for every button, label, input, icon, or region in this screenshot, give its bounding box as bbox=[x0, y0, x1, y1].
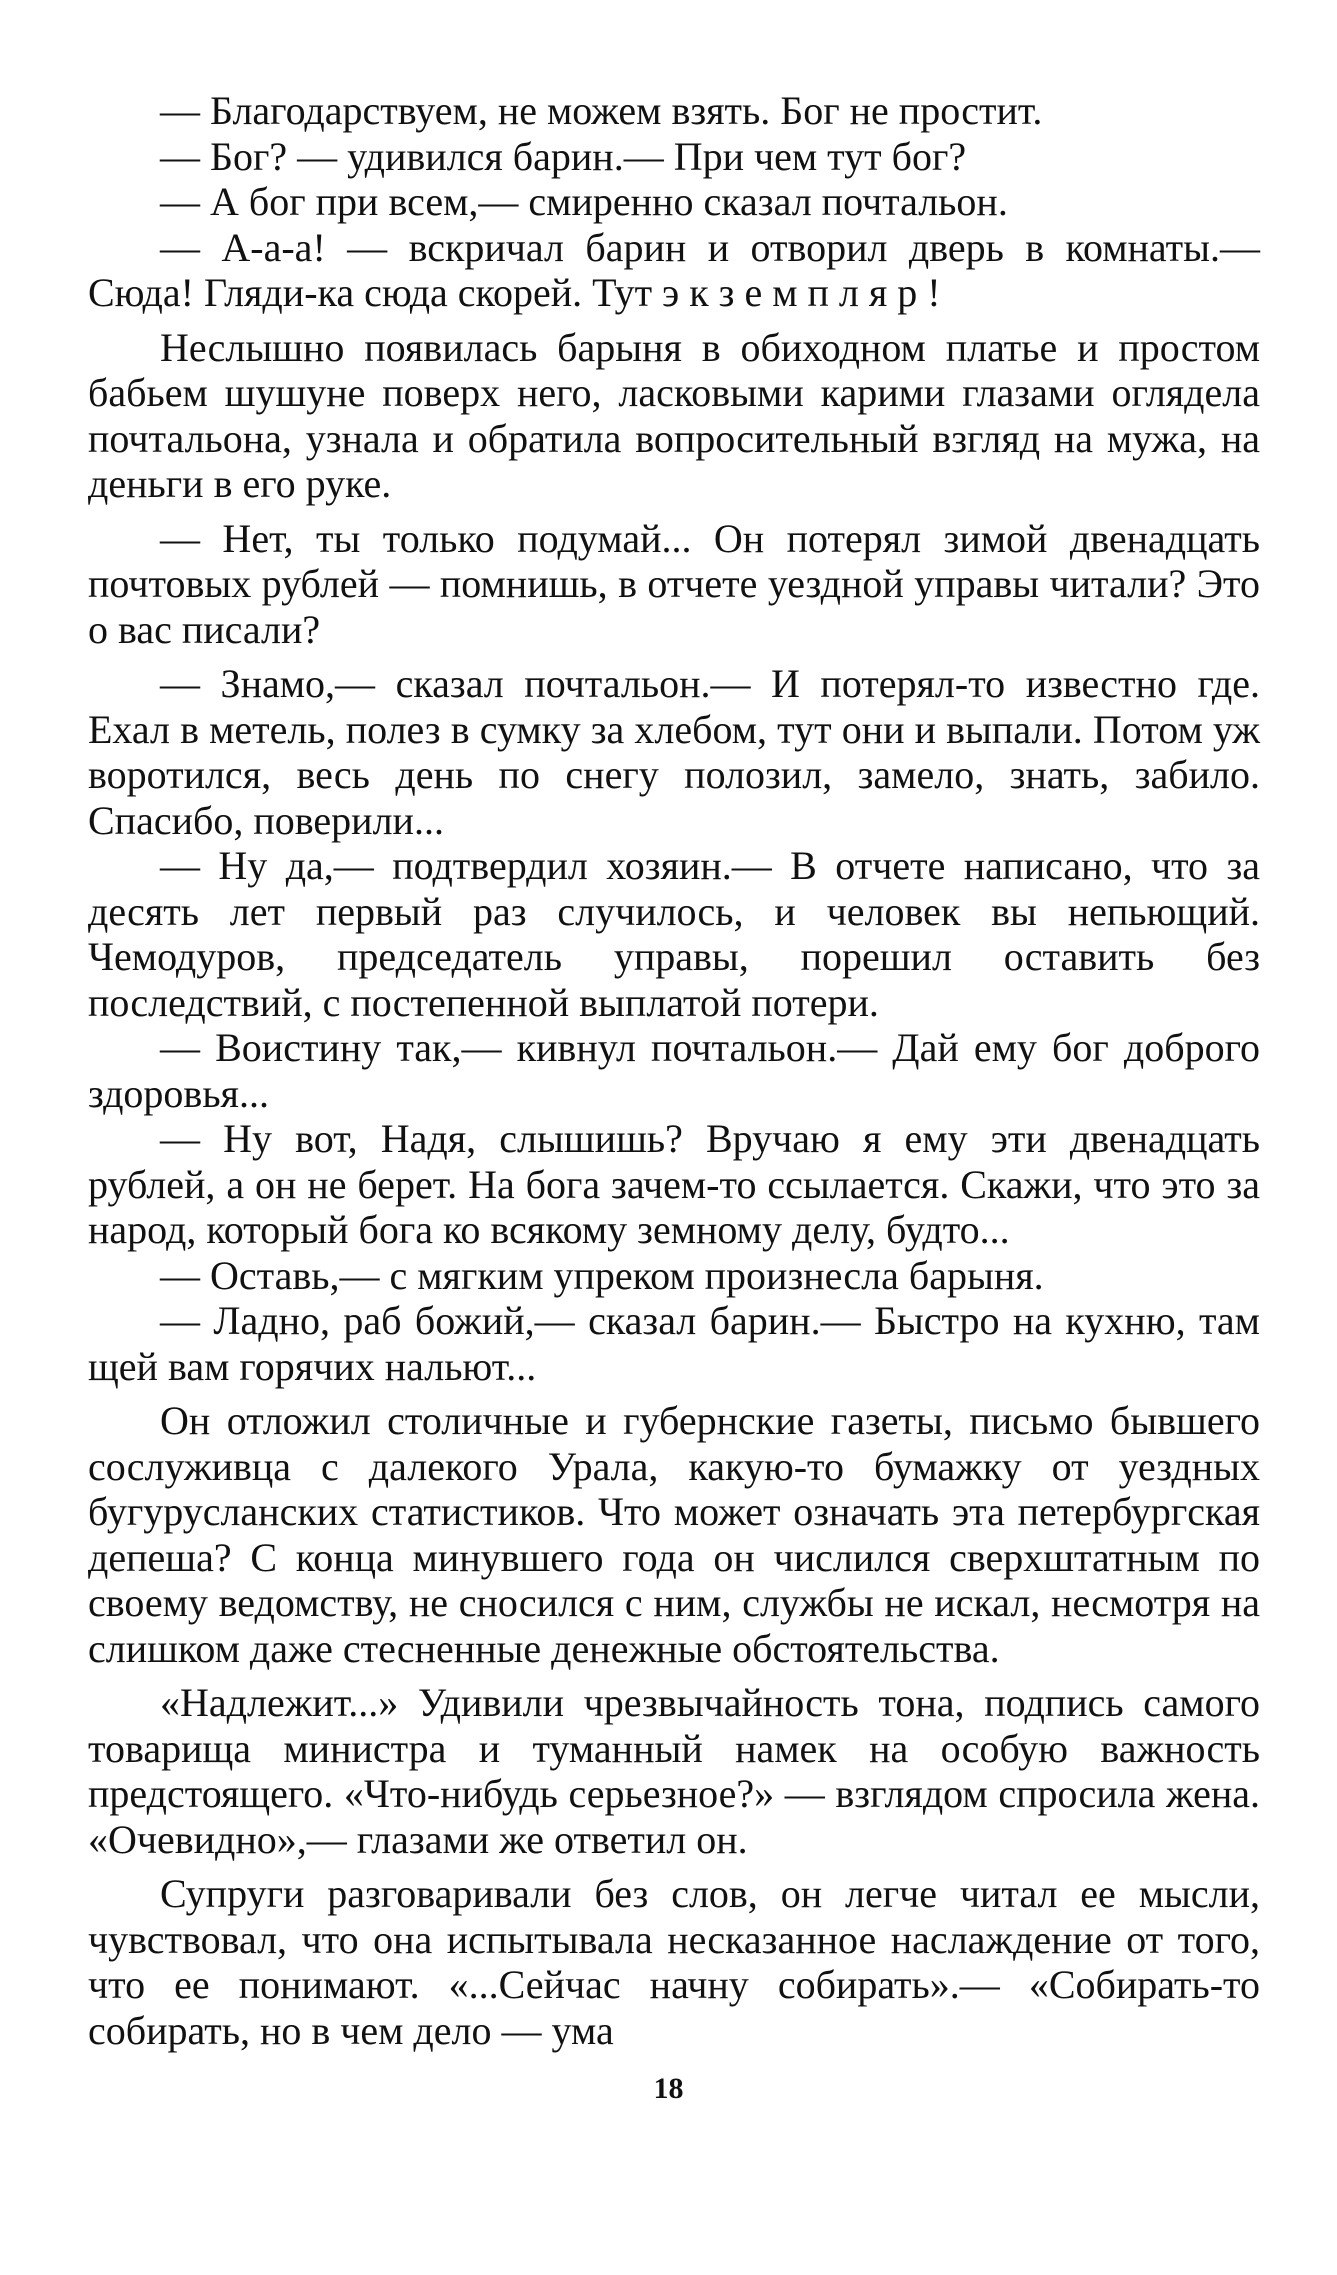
paragraph: — А бог при всем,— смиренно сказал почтальон. bbox=[160, 179, 1008, 224]
paragraph: — Ладно, раб божий,— сказал барин.— Быстро на кухню, там щей вам горячих нальют... bbox=[88, 1298, 1260, 1389]
paragraph: Неслышно появилась барыня в обиходном платье и простом бабьем шушуне поверх него, ласковыми карими глазами оглядела почтальона, узнала и обратила вопросительный взгляд на мужа, на деньги в его руке. bbox=[88, 324, 1260, 506]
paragraph: — Бог? — удивился барин.— При чем тут бог? bbox=[160, 133, 967, 179]
paragraph: — Знамо,— сказал почтальон.— И потерял-то известно где. Ехал в метель, полез в сумку за хлебом, тут они и выпали. Потом уж воротился, весь день по снегу полозил, замело, знать, забило. Спасибо, поверили... bbox=[88, 661, 1260, 843]
paragraph: — Ну да,— подтвердил хозяин.— В отчете написано, что за десять лет первый раз случилось, и человек вы непьющий. Чемодуров, председатель управы, порешил оставить без последствий, с постепенной выплатой потери. bbox=[88, 843, 1260, 1025]
body-text bbox=[88, 88, 1260, 2053]
paragraph: Он отложил столичные и губернские газеты, письмо бывшего сослуживца с далекого Урала, какую-то бумажку от уездных бугурусланских статистиков. Что может означать эта петербургская депеша? С конца минувшего года он числился сверхштатным по своему ведомству, не сносился с ним, службы не искал, несмотря на слишком даже стесненные денежные обстоятельства. bbox=[88, 1398, 1260, 1671]
paragraph: Супруги разговаривали без слов, он легче читал ее мысли, чувствовал, что она испытывала несказанное наслаждение от того, что ее понимают. «...Сейчас начну собирать».— «Собирать-то собирать, но в чем дело — ума bbox=[88, 1871, 1260, 2053]
paragraph: — Ну вот, Надя, слышишь? Вручаю я ему эти двенадцать рублей, а он не берет. На бога зачем-то ссылается. Скажи, что это за народ, который бога ко всякому земному делу, будто... bbox=[88, 1116, 1260, 1252]
paragraph: — Воистину так,— кивнул почтальон.— Дай ему бог доброго здоровья... bbox=[88, 1025, 1260, 1116]
paragraph: — Нет, ты только подумай... Он потерял зимой двенадцать почтовых рублей — помнишь, в отчете уездной управы читали? Это о вас писали? bbox=[88, 515, 1260, 652]
page-number: 18 bbox=[653, 2072, 684, 2105]
paragraph: — Благодарствуем, не можем взять. Бог не простит. bbox=[160, 88, 1043, 133]
paragraph: «Надлежит...» Удивили чрезвычайность тона, подпись самого товарища министра и туманный намек на особую важность предстоящего. «Что-нибудь серьезное?» — взглядом спросила жена. «Очевидно»,— глазами же ответил он. bbox=[88, 1680, 1260, 1862]
paragraph: — Оставь,— с мягким упреком произнесла барыня. bbox=[160, 1252, 1044, 1298]
paragraph: — А-а-а! — вскричал барин и отворил дверь в комнаты.— Сюда! Гляди-ка сюда скорей. Тут э к з е м п л я р ! bbox=[88, 224, 1260, 315]
